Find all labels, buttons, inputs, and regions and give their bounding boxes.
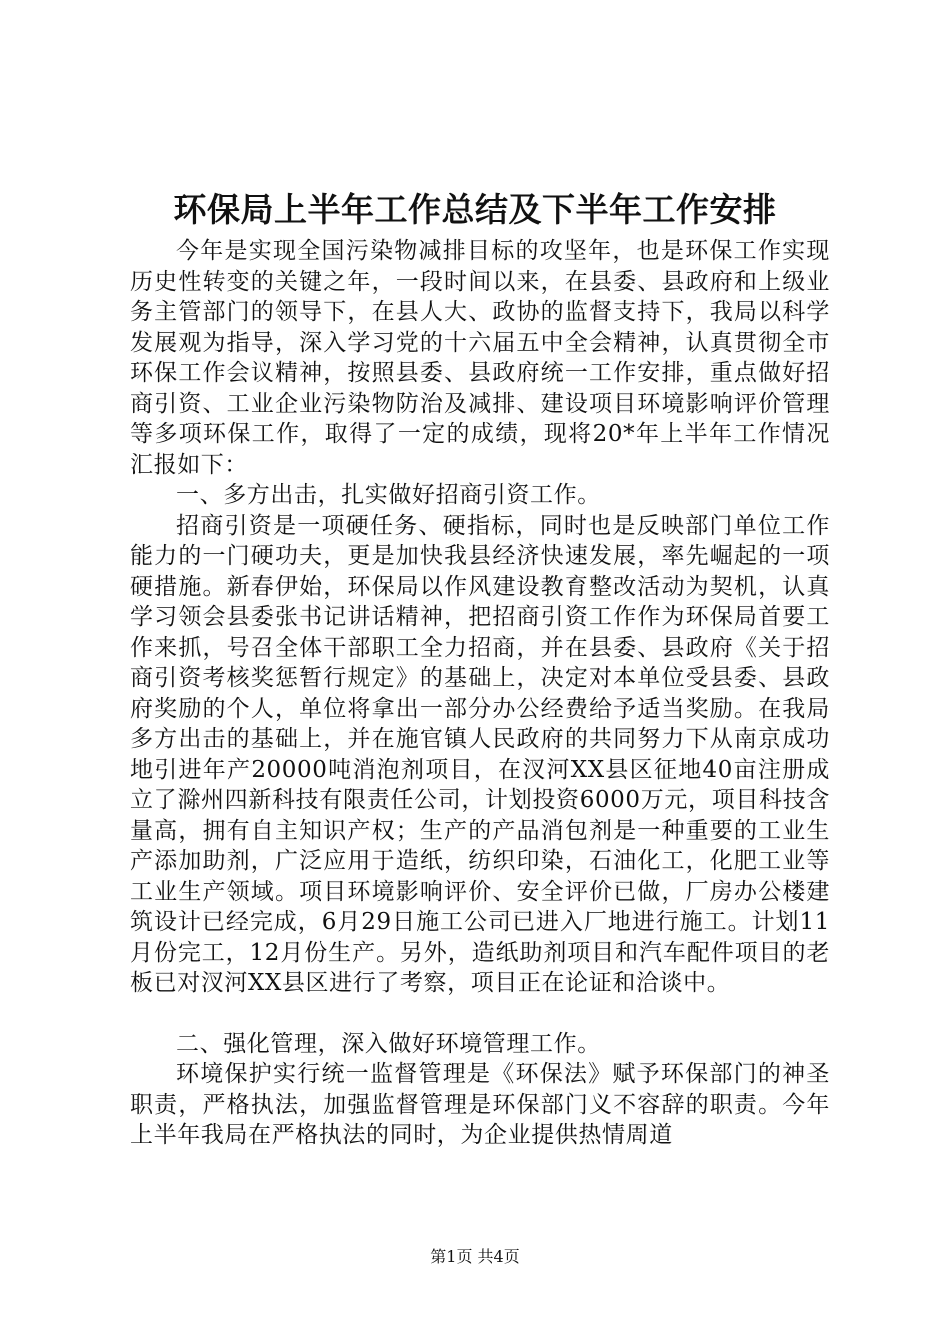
paragraph-investment: 招商引资是一项硬任务、硬指标，同时也是反映部门单位工作能力的一门硬功夫，更是加快我县经济快速发展，率先崛起的一项硬措施。新春伊始，环保局以作风建设教育整改活动为契机，认真学习领会县委张书记讲话精神，把招商引资工作作为环保局首要工作来抓，号召全体干部职工全力招商，并在县委、县政府《关于招商引资考核奖惩暂行规定》的基础上，决定对本单位受县委、县政府奖励的个人，单位将拿出一部分办公经费给予适当奖励。在我局多方出击的基础上，并在施官镇人民政府的共同努力下从南京成功地引进年产20000吨消泡剂项目，在汊河XX县区征地40亩注册成立了滁州四新科技有限责任公司，计划投资6000万元，项目科技含量高，拥有自主知识产权；生产的产品消包剂是一种重要的工业生产添加助剂，广泛应用于造纸，纺织印染，石油化工，化肥工业等工业生产领域。项目环境影响评价、安全评价已做，厂房办公楼建筑设计已经完成，6月29日施工公司已进入厂地进行施工。计划11月份完工，12月份生产。另外，造纸助剂项目和汽车配件项目的老板已对汊河XX县区进行了考察，项目正在论证和洽谈中。 — [130, 512, 830, 996]
section-heading-2: 二、强化管理，深入做好环境管理工作。 — [176, 1030, 601, 1057]
paragraph-management: 环境保护实行统一监督管理是《环保法》赋予环保部门的神圣职责，严格执法，加强监督管理是环保部门义不容辞的职责。今年上半年我局在严格执法的同时，为企业提供热情周道 — [130, 1061, 830, 1148]
section-heading-1: 一、多方出击，扎实做好招商引资工作。 — [176, 482, 601, 508]
paragraph-intro: 今年是实现全国污染物减排目标的攻坚年，也是环保工作实现历史性转变的关键之年，一段时间以来，在县委、县政府和上级业务主管部门的领导下，在县人大、政协的监督支持下，我局以科学发展观为指导，深入学习党的十六届五中全会精神，认真贯彻全市环保工作会议精神，按照县委、县政府统一工作安排，重点做好招商引资、工业企业污染物防治及减排、建设项目环境影响评价管理等多项环保工作，取得了一定的成绩，现将20*年上半年工作情况汇报如下： — [130, 238, 830, 478]
document-title: 环保局上半年工作总结及下半年工作安排 — [173, 190, 777, 229]
page-footer: 第1页 共4页 — [430, 1247, 520, 1266]
document-body — [130, 236, 830, 1151]
